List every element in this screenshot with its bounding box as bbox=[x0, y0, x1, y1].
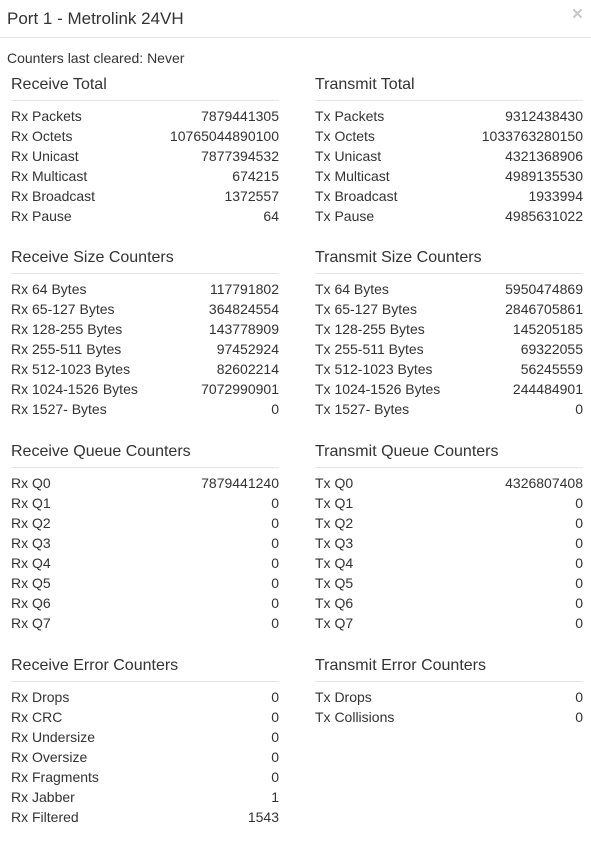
counter-label: Rx 128-255 Bytes bbox=[11, 321, 123, 337]
counters-cleared-text: Counters last cleared: Never bbox=[7, 50, 185, 66]
counter-row bbox=[11, 707, 279, 727]
counter-row bbox=[11, 166, 279, 186]
counter-value: 0 bbox=[271, 555, 279, 571]
counter-label: Rx Filtered bbox=[11, 809, 79, 825]
counter-value: 1543 bbox=[247, 809, 279, 825]
counter-row bbox=[11, 339, 279, 359]
counter-value: 0 bbox=[271, 689, 279, 705]
counter-value: 64 bbox=[263, 208, 279, 224]
counter-row bbox=[315, 126, 583, 146]
counter-value: 364824554 bbox=[208, 301, 279, 317]
counter-row bbox=[11, 593, 279, 613]
counter-label: Rx Unicast bbox=[11, 148, 79, 164]
counter-value: 4321368906 bbox=[505, 148, 583, 164]
counter-value: 0 bbox=[271, 769, 279, 785]
counter-row bbox=[315, 687, 583, 707]
counter-row bbox=[11, 319, 279, 339]
counter-value: 4326807408 bbox=[505, 475, 583, 491]
counter-label: Tx Q3 bbox=[315, 535, 354, 551]
transmit-total-section bbox=[315, 72, 583, 226]
counter-value: 0 bbox=[271, 515, 279, 531]
counter-row bbox=[315, 106, 583, 126]
modal-header bbox=[0, 0, 591, 38]
counter-label: Tx Collisions bbox=[315, 709, 395, 725]
counter-row bbox=[11, 126, 279, 146]
receive-queue-section bbox=[11, 439, 279, 633]
counter-row bbox=[11, 493, 279, 513]
section-title: Transmit Error Counters bbox=[315, 657, 486, 674]
counter-label: Rx Q0 bbox=[11, 475, 51, 491]
counter-value: 0 bbox=[271, 401, 279, 417]
counter-row bbox=[11, 299, 279, 319]
counter-row bbox=[315, 359, 583, 379]
counter-label: Rx Q7 bbox=[11, 615, 51, 631]
counter-value: 0 bbox=[575, 401, 583, 417]
counter-value: 0 bbox=[271, 749, 279, 765]
counter-row bbox=[11, 513, 279, 533]
counter-label: Tx Q6 bbox=[315, 595, 354, 611]
section-title: Transmit Size Counters bbox=[315, 249, 482, 266]
counter-label: Rx Oversize bbox=[11, 749, 88, 765]
section-title: Receive Size Counters bbox=[11, 249, 174, 266]
counter-value: 0 bbox=[575, 535, 583, 551]
counter-label: Tx 128-255 Bytes bbox=[315, 321, 425, 337]
counter-row bbox=[315, 399, 583, 419]
counter-row bbox=[315, 473, 583, 493]
counter-label: Tx Q5 bbox=[315, 575, 354, 591]
counter-row bbox=[11, 787, 279, 807]
counter-value: 143778909 bbox=[208, 321, 279, 337]
counter-row bbox=[315, 493, 583, 513]
counter-row bbox=[315, 206, 583, 226]
counter-value: 7877394532 bbox=[201, 148, 279, 164]
section-divider bbox=[315, 100, 583, 101]
counter-row bbox=[315, 533, 583, 553]
counter-value: 4989135530 bbox=[505, 168, 583, 184]
counter-row bbox=[11, 186, 279, 206]
counter-label: Tx Unicast bbox=[315, 148, 382, 164]
counter-value: 0 bbox=[271, 535, 279, 551]
counter-value: 0 bbox=[575, 555, 583, 571]
counter-label: Rx Q4 bbox=[11, 555, 51, 571]
counter-row bbox=[11, 399, 279, 419]
counter-row bbox=[11, 359, 279, 379]
counter-label: Rx 255-511 Bytes bbox=[11, 341, 122, 357]
section-divider bbox=[315, 681, 583, 682]
counter-row bbox=[315, 186, 583, 206]
counter-value: 0 bbox=[575, 515, 583, 531]
counter-label: Tx 64 Bytes bbox=[315, 281, 389, 297]
counter-row bbox=[11, 807, 279, 827]
counter-value: 10765044890100 bbox=[169, 128, 279, 144]
counter-label: Tx Q7 bbox=[315, 615, 354, 631]
counter-row bbox=[11, 279, 279, 299]
counter-value: 0 bbox=[271, 575, 279, 591]
counter-label: Rx CRC bbox=[11, 709, 63, 725]
counter-row bbox=[11, 533, 279, 553]
counter-value: 82602214 bbox=[216, 361, 279, 377]
counter-value: 4985631022 bbox=[505, 208, 583, 224]
section-divider bbox=[11, 467, 279, 468]
counter-label: Tx Q0 bbox=[315, 475, 354, 491]
section-title: Receive Total bbox=[11, 76, 107, 93]
counter-row bbox=[315, 166, 583, 186]
section-divider bbox=[11, 100, 279, 101]
receive-total-section bbox=[11, 72, 279, 226]
counter-label: Tx 255-511 Bytes bbox=[315, 341, 424, 357]
counter-value: 1372557 bbox=[224, 188, 279, 204]
counter-value: 7072990901 bbox=[201, 381, 279, 397]
counter-value: 0 bbox=[575, 615, 583, 631]
counter-value: 7879441305 bbox=[201, 108, 279, 124]
counter-value: 145205185 bbox=[512, 321, 583, 337]
receive-size-section bbox=[11, 245, 279, 419]
counter-label: Tx Drops bbox=[315, 689, 372, 705]
counter-value: 97452924 bbox=[216, 341, 279, 357]
counter-value: 69322055 bbox=[520, 341, 583, 357]
counter-value: 56245559 bbox=[520, 361, 583, 377]
counter-value: 0 bbox=[271, 495, 279, 511]
counter-label: Tx Multicast bbox=[315, 168, 390, 184]
counter-label: Rx Drops bbox=[11, 689, 70, 705]
counter-value: 117791802 bbox=[209, 281, 279, 297]
transmit-error-section bbox=[315, 653, 583, 727]
counter-value: 5950474869 bbox=[505, 281, 583, 297]
counter-label: Rx Packets bbox=[11, 108, 82, 124]
counter-label: Tx Q4 bbox=[315, 555, 354, 571]
counter-label: Tx 512-1023 Bytes bbox=[315, 361, 433, 377]
counter-row bbox=[11, 747, 279, 767]
counter-label: Rx Q2 bbox=[11, 515, 51, 531]
counter-row bbox=[315, 279, 583, 299]
counter-row bbox=[315, 319, 583, 339]
counter-label: Rx Q1 bbox=[11, 495, 51, 511]
counter-label: Rx Jabber bbox=[11, 789, 75, 805]
section-title: Transmit Total bbox=[315, 76, 415, 93]
counter-value: 2846705861 bbox=[505, 301, 583, 317]
counter-row bbox=[315, 573, 583, 593]
section-divider bbox=[315, 273, 583, 274]
counter-value: 0 bbox=[575, 689, 583, 705]
section-divider bbox=[11, 273, 279, 274]
counter-label: Rx Broadcast bbox=[11, 188, 96, 204]
counter-row bbox=[11, 106, 279, 126]
counter-value: 0 bbox=[271, 615, 279, 631]
counter-row bbox=[11, 613, 279, 633]
counter-label: Rx Pause bbox=[11, 208, 72, 224]
counter-row bbox=[315, 707, 583, 727]
counter-label: Tx Packets bbox=[315, 108, 385, 124]
counter-row bbox=[11, 206, 279, 226]
counter-value: 0 bbox=[575, 575, 583, 591]
counter-value: 0 bbox=[575, 495, 583, 511]
counter-row bbox=[11, 473, 279, 493]
counter-label: Rx Fragments bbox=[11, 769, 99, 785]
transmit-size-section bbox=[315, 245, 583, 419]
counter-label: Rx 64 Bytes bbox=[11, 281, 87, 297]
counter-value: 0 bbox=[271, 709, 279, 725]
modal-title: Port 1 - Metrolink 24VH bbox=[7, 9, 184, 28]
counter-label: Tx 1527- Bytes bbox=[315, 401, 410, 417]
counter-label: Tx Broadcast bbox=[315, 188, 398, 204]
counter-row bbox=[11, 687, 279, 707]
section-title: Receive Queue Counters bbox=[11, 443, 191, 460]
section-divider bbox=[315, 467, 583, 468]
counter-row bbox=[315, 613, 583, 633]
counter-row bbox=[11, 146, 279, 166]
counter-row bbox=[11, 573, 279, 593]
counter-label: Rx Q5 bbox=[11, 575, 51, 591]
counter-row bbox=[11, 553, 279, 573]
close-icon[interactable]: × bbox=[571, 4, 583, 25]
section-title: Transmit Queue Counters bbox=[315, 443, 499, 460]
counter-label: Rx 65-127 Bytes bbox=[11, 301, 115, 317]
counter-label: Tx Pause bbox=[315, 208, 375, 224]
counter-row bbox=[11, 727, 279, 747]
counter-value: 0 bbox=[271, 595, 279, 611]
counter-value: 0 bbox=[575, 709, 583, 725]
counter-row bbox=[11, 767, 279, 787]
section-title: Receive Error Counters bbox=[11, 657, 179, 674]
counter-label: Rx Q3 bbox=[11, 535, 51, 551]
counter-row bbox=[11, 379, 279, 399]
counter-label: Tx Octets bbox=[315, 128, 375, 144]
section-divider bbox=[11, 681, 279, 682]
counter-label: Rx Q6 bbox=[11, 595, 51, 611]
counter-label: Tx Q2 bbox=[315, 515, 354, 531]
counter-row bbox=[315, 593, 583, 613]
counter-value: 9312438430 bbox=[505, 108, 583, 124]
counter-label: Tx 65-127 Bytes bbox=[315, 301, 417, 317]
counter-label: Rx Multicast bbox=[11, 168, 88, 184]
counter-value: 7879441240 bbox=[201, 475, 279, 491]
counter-value: 674215 bbox=[232, 168, 279, 184]
counter-value: 244484901 bbox=[512, 381, 583, 397]
counter-label: Rx 512-1023 Bytes bbox=[11, 361, 131, 377]
counter-value: 0 bbox=[575, 595, 583, 611]
counter-value: 0 bbox=[271, 729, 279, 745]
counter-row bbox=[315, 513, 583, 533]
counter-row bbox=[315, 299, 583, 319]
counter-label: Tx Q1 bbox=[315, 495, 354, 511]
counter-row bbox=[315, 379, 583, 399]
transmit-queue-section bbox=[315, 439, 583, 633]
counter-value: 1933994 bbox=[528, 188, 583, 204]
receive-error-section bbox=[11, 653, 279, 827]
counter-label: Rx 1527- Bytes bbox=[11, 401, 107, 417]
counter-label: Tx 1024-1526 Bytes bbox=[315, 381, 441, 397]
counter-row bbox=[315, 146, 583, 166]
counter-value: 1033763280150 bbox=[481, 128, 583, 144]
counter-value: 1 bbox=[271, 789, 279, 805]
counter-row bbox=[315, 553, 583, 573]
counter-label: Rx Undersize bbox=[11, 729, 96, 745]
counter-row bbox=[315, 339, 583, 359]
counter-label: Rx Octets bbox=[11, 128, 73, 144]
counter-label: Rx 1024-1526 Bytes bbox=[11, 381, 138, 397]
